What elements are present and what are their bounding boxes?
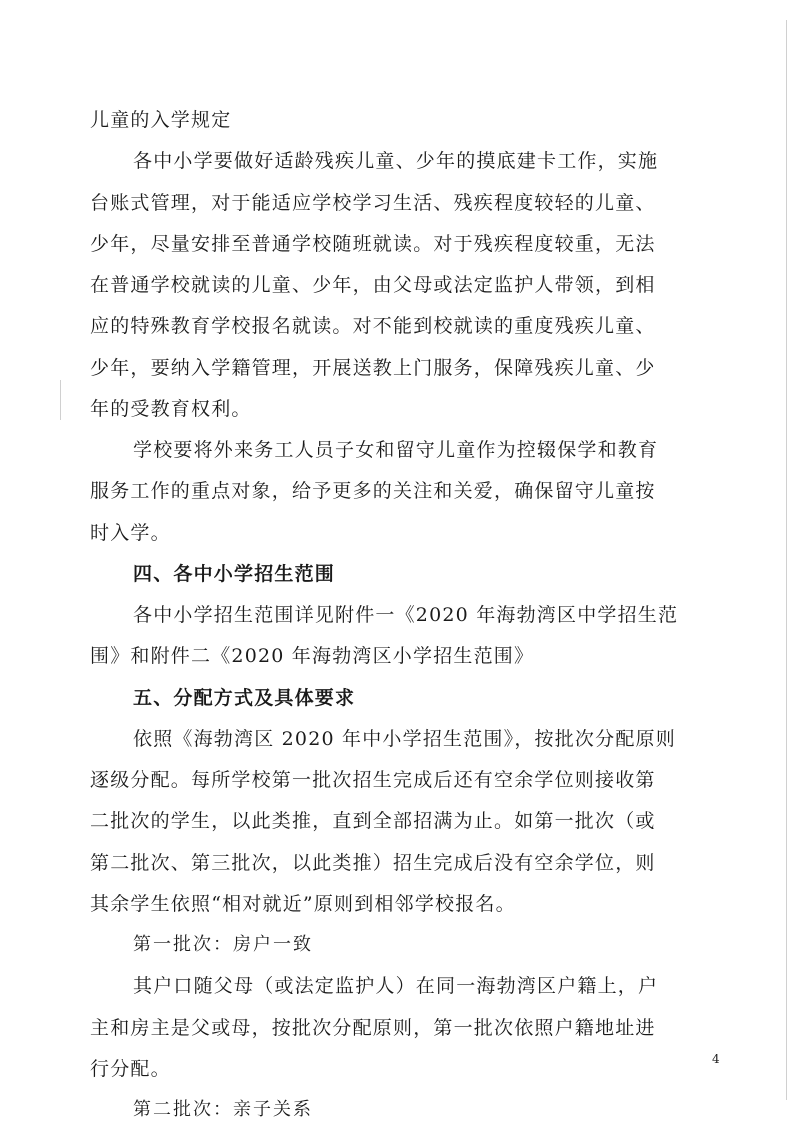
- paragraph-line: 主和房主是父或母，按批次分配原则，第一批次依照户籍地址进: [90, 1017, 656, 1039]
- paragraph-line: 逐级分配。每所学校第一批次招生完成后还有空余学位则接收第: [90, 769, 656, 791]
- paragraph-line: 第二批次、第三批次，以此类推）招生完成后没有空余学位，则: [90, 852, 656, 874]
- paragraph-line: 少年，要纳入学籍管理，开展送教上门服务，保障残疾儿童、少: [90, 357, 656, 379]
- paragraph-line: 应的特殊教育学校报名就读。对不能到校就读的重度残疾儿童、: [90, 315, 656, 337]
- paragraph-line: 其户口随父母（或法定监护人）在同一海勃湾区户籍上，户: [133, 975, 659, 997]
- page-number: 4: [712, 1052, 720, 1066]
- paragraph-line: 二批次的学生，以此类推，直到全部招满为止。如第一批次（或: [90, 810, 656, 832]
- paragraph-line: 年的受教育权利。: [90, 398, 252, 420]
- section-heading-5: 五、分配方式及具体要求: [133, 687, 356, 709]
- paragraph-line: 各中小学要做好适龄残疾儿童、少年的摸底建卡工作，实施: [133, 150, 659, 172]
- paragraph-line: 少年，尽量安排至普通学校随班就读。对于残疾程度较重，无法: [90, 233, 656, 255]
- paragraph-line: 服务工作的重点对象，给予更多的关注和关爱，确保留守儿童按: [90, 480, 656, 502]
- paragraph-line: 在普通学校就读的儿童、少年，由父母或法定监护人带领，到相: [90, 274, 656, 296]
- scan-edge-mark: [60, 380, 61, 420]
- paragraph-line: 行分配。: [90, 1058, 171, 1080]
- paragraph-line: 时入学。: [90, 522, 171, 544]
- scan-edge-mark: [786, 20, 787, 1100]
- paragraph-line: 其余学生依照“相对就近”原则到相邻学校报名。: [90, 893, 516, 915]
- paragraph-line: 各中小学招生范围详见附件一《2020 年海勃湾区中学招生范: [133, 604, 679, 626]
- section-fragment-title: 儿童的入学规定: [90, 109, 232, 131]
- section-heading-4: 四、各中小学招生范围: [133, 563, 336, 585]
- paragraph-line: 台账式管理，对于能适应学校学习生活、残疾程度较轻的儿童、: [90, 192, 656, 214]
- batch-heading-2: 第二批次：亲子关系: [133, 1099, 313, 1120]
- paragraph-line: 围》和附件二《2020 年海勃湾区小学招生范围》: [90, 645, 535, 667]
- batch-heading-1: 第一批次：房户一致: [133, 934, 313, 955]
- paragraph-line: 依照《海勃湾区 2020 年中小学招生范围》，按批次分配原则: [133, 728, 676, 750]
- paragraph-line: 学校要将外来务工人员子女和留守儿童作为控辍保学和教育: [133, 439, 659, 461]
